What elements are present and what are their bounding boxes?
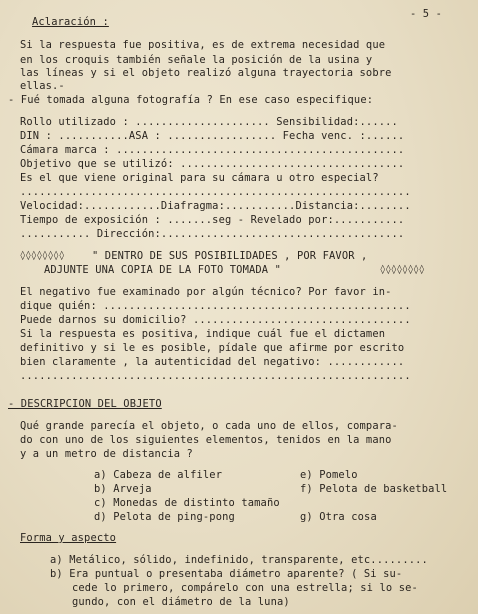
descripcion-question-line: y a un metro de distancia ?: [20, 448, 193, 460]
photo-question: - Fué tomada alguna fotografía ? En ese caso especifique:: [8, 94, 374, 106]
banner-line-1: " DENTRO DE SUS POSIBILIDADES , POR FAVOR ,: [92, 250, 368, 262]
forma-heading: Forma y aspecto: [20, 532, 117, 544]
option-item: g) Otra cosa: [300, 511, 377, 523]
aclaracion-line: ellas.-: [20, 80, 65, 92]
negative-line: .............................................................: [20, 370, 411, 382]
option-item: d) Pelota de ping-pong: [94, 511, 235, 523]
forma-item: a) Metálico, sólido, indefinido, transparente, etc.........: [50, 554, 428, 566]
photo-field: Rollo utilizado : ..................... Sensibilidad:......: [20, 116, 398, 128]
banner-line-2: ADJUNTE UNA COPIA DE LA FOTO TOMADA ": [44, 264, 282, 276]
option-item: c) Monedas de distinto tamaño: [94, 497, 280, 509]
negative-line: Puede darnos su domicilio? ..................................: [20, 314, 411, 326]
photo-field: Tiempo de exposición : .......seg - Revelado por:...........: [20, 214, 405, 226]
option-item: b) Arveja: [94, 483, 152, 495]
photo-field: Cámara marca : .............................................: [20, 144, 405, 156]
photo-field: ........... Dirección:......................................: [20, 228, 405, 240]
negative-line: dique quién: ................................................: [20, 300, 411, 312]
photo-field: Objetivo que se utilizó: ...................................: [20, 158, 405, 170]
descripcion-heading: - DESCRIPCION DEL OBJETO: [8, 398, 162, 410]
forma-item: b) Era puntual o presentaba diámetro aparente? ( Si su-: [50, 568, 403, 580]
option-item: e) Pomelo: [300, 469, 358, 481]
photo-field: Es el que viene original para su cámara u otro especial?: [20, 172, 379, 184]
negative-line: Si la respuesta es positiva, indique cuál fue el dictamen: [20, 328, 386, 340]
photo-field: Velocidad:............Diafragma:...........Distancia:........: [20, 200, 411, 212]
photo-field: DIN : ...........ASA : ................. Fecha venc. :......: [20, 130, 405, 142]
photo-field: .............................................................: [20, 186, 411, 198]
aclaracion-line: las líneas y si el objeto realizó alguna trayectoria sobre: [20, 67, 392, 79]
negative-line: definitivo y si le es posible, pídale que afirme por escrito: [20, 342, 405, 354]
page-number: - 5 -: [410, 8, 443, 20]
descripcion-question-line: Qué grande parecía el objeto, o cada uno de ellos, compara-: [20, 420, 398, 432]
descripcion-question-line: do con uno de los siguientes elementos, tenidos en la mano: [20, 434, 392, 446]
negative-line: bien claramente , la autenticidad del negativo: ............: [20, 356, 405, 368]
aclaracion-line: Si la respuesta fue positiva, es de extrema necesidad que: [20, 39, 386, 51]
banner-ornament-right: ◊◊◊◊◊◊◊◊: [380, 265, 425, 275]
forma-item: gundo, con el diámetro de la luna): [72, 596, 290, 608]
negative-line: El negativo fue examinado por algún técnico? Por favor in-: [20, 286, 392, 298]
aclaracion-line: en los croquis también señale la posición de la usina y: [20, 54, 373, 66]
banner-ornament-left: ◊◊◊◊◊◊◊◊: [20, 251, 65, 261]
aclaracion-heading: Aclaración :: [32, 16, 109, 28]
option-item: f) Pelota de basketball: [300, 483, 448, 495]
option-item: a) Cabeza de alfiler: [94, 469, 223, 481]
forma-item: cede lo primero, compárelo con una estrella; si lo se-: [72, 582, 418, 594]
